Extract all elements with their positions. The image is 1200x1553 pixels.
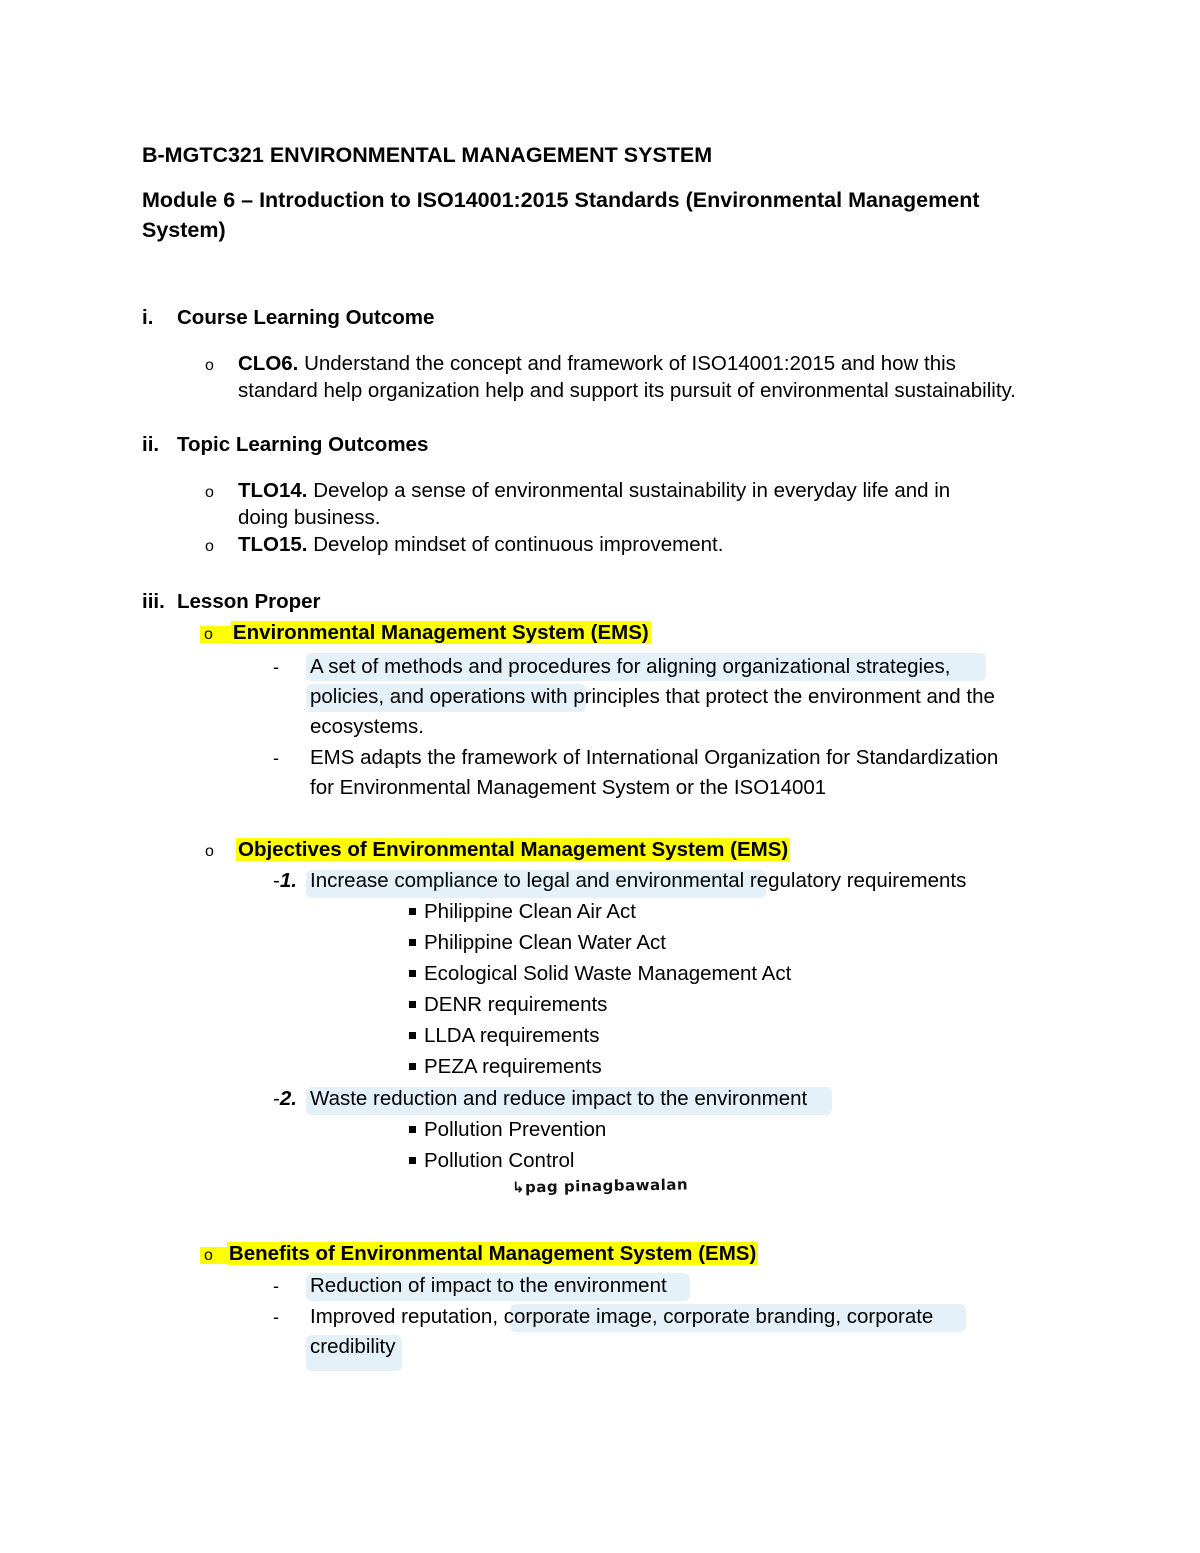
dash-marker: -: [273, 1307, 279, 1327]
objective-number: 2.: [279, 1087, 297, 1110]
benefits-heading-text: Benefits of Environmental Management System (EMS): [228, 1242, 757, 1265]
square-bullet: [409, 908, 416, 915]
ems-point-continued: for Environmental Management System or the ISO14001: [310, 776, 827, 799]
objective-number: 1.: [279, 869, 297, 892]
tlo-text: Develop mindset of continuous improvement.: [307, 533, 724, 556]
dash-marker: -: [273, 657, 279, 677]
objective-1-item: DENR requirements: [424, 993, 608, 1016]
square-bullet: [409, 1001, 416, 1008]
ems-point: A set of methods and procedures for aligning organizational strategies,: [310, 655, 951, 678]
dash-marker: -: [273, 1087, 280, 1110]
square-bullet: [409, 1126, 416, 1133]
dash-marker: -: [273, 1276, 279, 1296]
benefit-point-continued: credibility: [310, 1335, 396, 1358]
benefit-point: Reduction of impact to the environment: [310, 1274, 667, 1297]
dash-marker: -: [273, 748, 279, 768]
bullet-marker: o: [200, 626, 231, 643]
clo-text: Understand the concept and framework of ISO14001:2015 and how this: [298, 352, 956, 375]
clo-text-continued: standard help organization help and support its pursuit of environmental sustainability.: [238, 379, 1016, 402]
objective-2-text: Waste reduction and reduce impact to the environment: [310, 1087, 808, 1110]
dash-marker: -: [273, 869, 280, 892]
tlo-text-continued: doing business.: [238, 506, 381, 529]
square-bullet: [409, 1157, 416, 1164]
tlo-item: [238, 532, 723, 558]
objective-1-item: LLDA requirements: [424, 1024, 600, 1047]
objective-2-item: Pollution Prevention: [424, 1118, 607, 1141]
clo-code: CLO6.: [238, 352, 299, 375]
square-bullet: [409, 1032, 416, 1039]
section-heading-clo: Course Learning Outcome: [177, 306, 435, 329]
ems-point-continued: policies, and operations with principles that protect the environment and the: [310, 685, 995, 708]
objective-1-item: PEZA requirements: [424, 1055, 602, 1078]
bullet-marker: o: [205, 843, 214, 860]
objective-1-item: Philippine Clean Air Act: [424, 900, 636, 923]
tlo-text: Develop a sense of environmental sustainability in everyday life and in: [307, 479, 951, 502]
objective-2: [273, 1086, 297, 1112]
clo-item: [238, 351, 956, 377]
square-bullet: [409, 939, 416, 946]
module-title-continued: System): [142, 218, 226, 242]
benefit-point: Improved reputation, corporate image, corporate branding, corporate: [310, 1305, 934, 1328]
objective-1: [273, 868, 297, 894]
ems-point-continued: ecosystems.: [310, 715, 424, 738]
tlo-item: [238, 478, 950, 504]
objective-1-item: Philippine Clean Water Act: [424, 931, 666, 954]
bullet-marker: o: [205, 357, 214, 374]
bullet-marker: o: [200, 1247, 227, 1264]
square-bullet: [409, 1063, 416, 1070]
tlo-code: TLO15.: [238, 533, 308, 556]
square-bullet: [409, 970, 416, 977]
section-numeral: ii.: [142, 433, 160, 456]
ems-point: EMS adapts the framework of International Organization for Standardization: [310, 746, 999, 769]
objective-1-text: Increase compliance to legal and environmental regulatory requirements: [310, 869, 967, 892]
section-numeral: i.: [142, 306, 154, 329]
module-title: Module 6 – Introduction to ISO14001:2015 Standards (Environmental Management: [142, 188, 980, 212]
handwritten-note: ↳pag pinagbawalan: [511, 1175, 689, 1197]
ems-heading-text: Environmental Management System (EMS): [232, 621, 649, 644]
course-title: B-MGTC321 ENVIRONMENTAL MANAGEMENT SYSTEM: [142, 143, 713, 167]
objective-1-item: Ecological Solid Waste Management Act: [424, 962, 792, 985]
objective-2-item: Pollution Control: [424, 1149, 575, 1172]
ems-heading: [200, 620, 651, 648]
section-heading-lesson: Lesson Proper: [177, 590, 321, 613]
objectives-heading-text: Objectives of Environmental Management System (EMS): [238, 838, 789, 861]
bullet-marker: o: [205, 538, 214, 555]
section-heading-tlo: Topic Learning Outcomes: [177, 433, 429, 456]
section-numeral: iii.: [142, 590, 165, 613]
benefits-heading: [200, 1241, 758, 1269]
bullet-marker: o: [205, 484, 214, 501]
tlo-code: TLO14.: [238, 479, 308, 502]
objectives-heading: [236, 837, 790, 863]
